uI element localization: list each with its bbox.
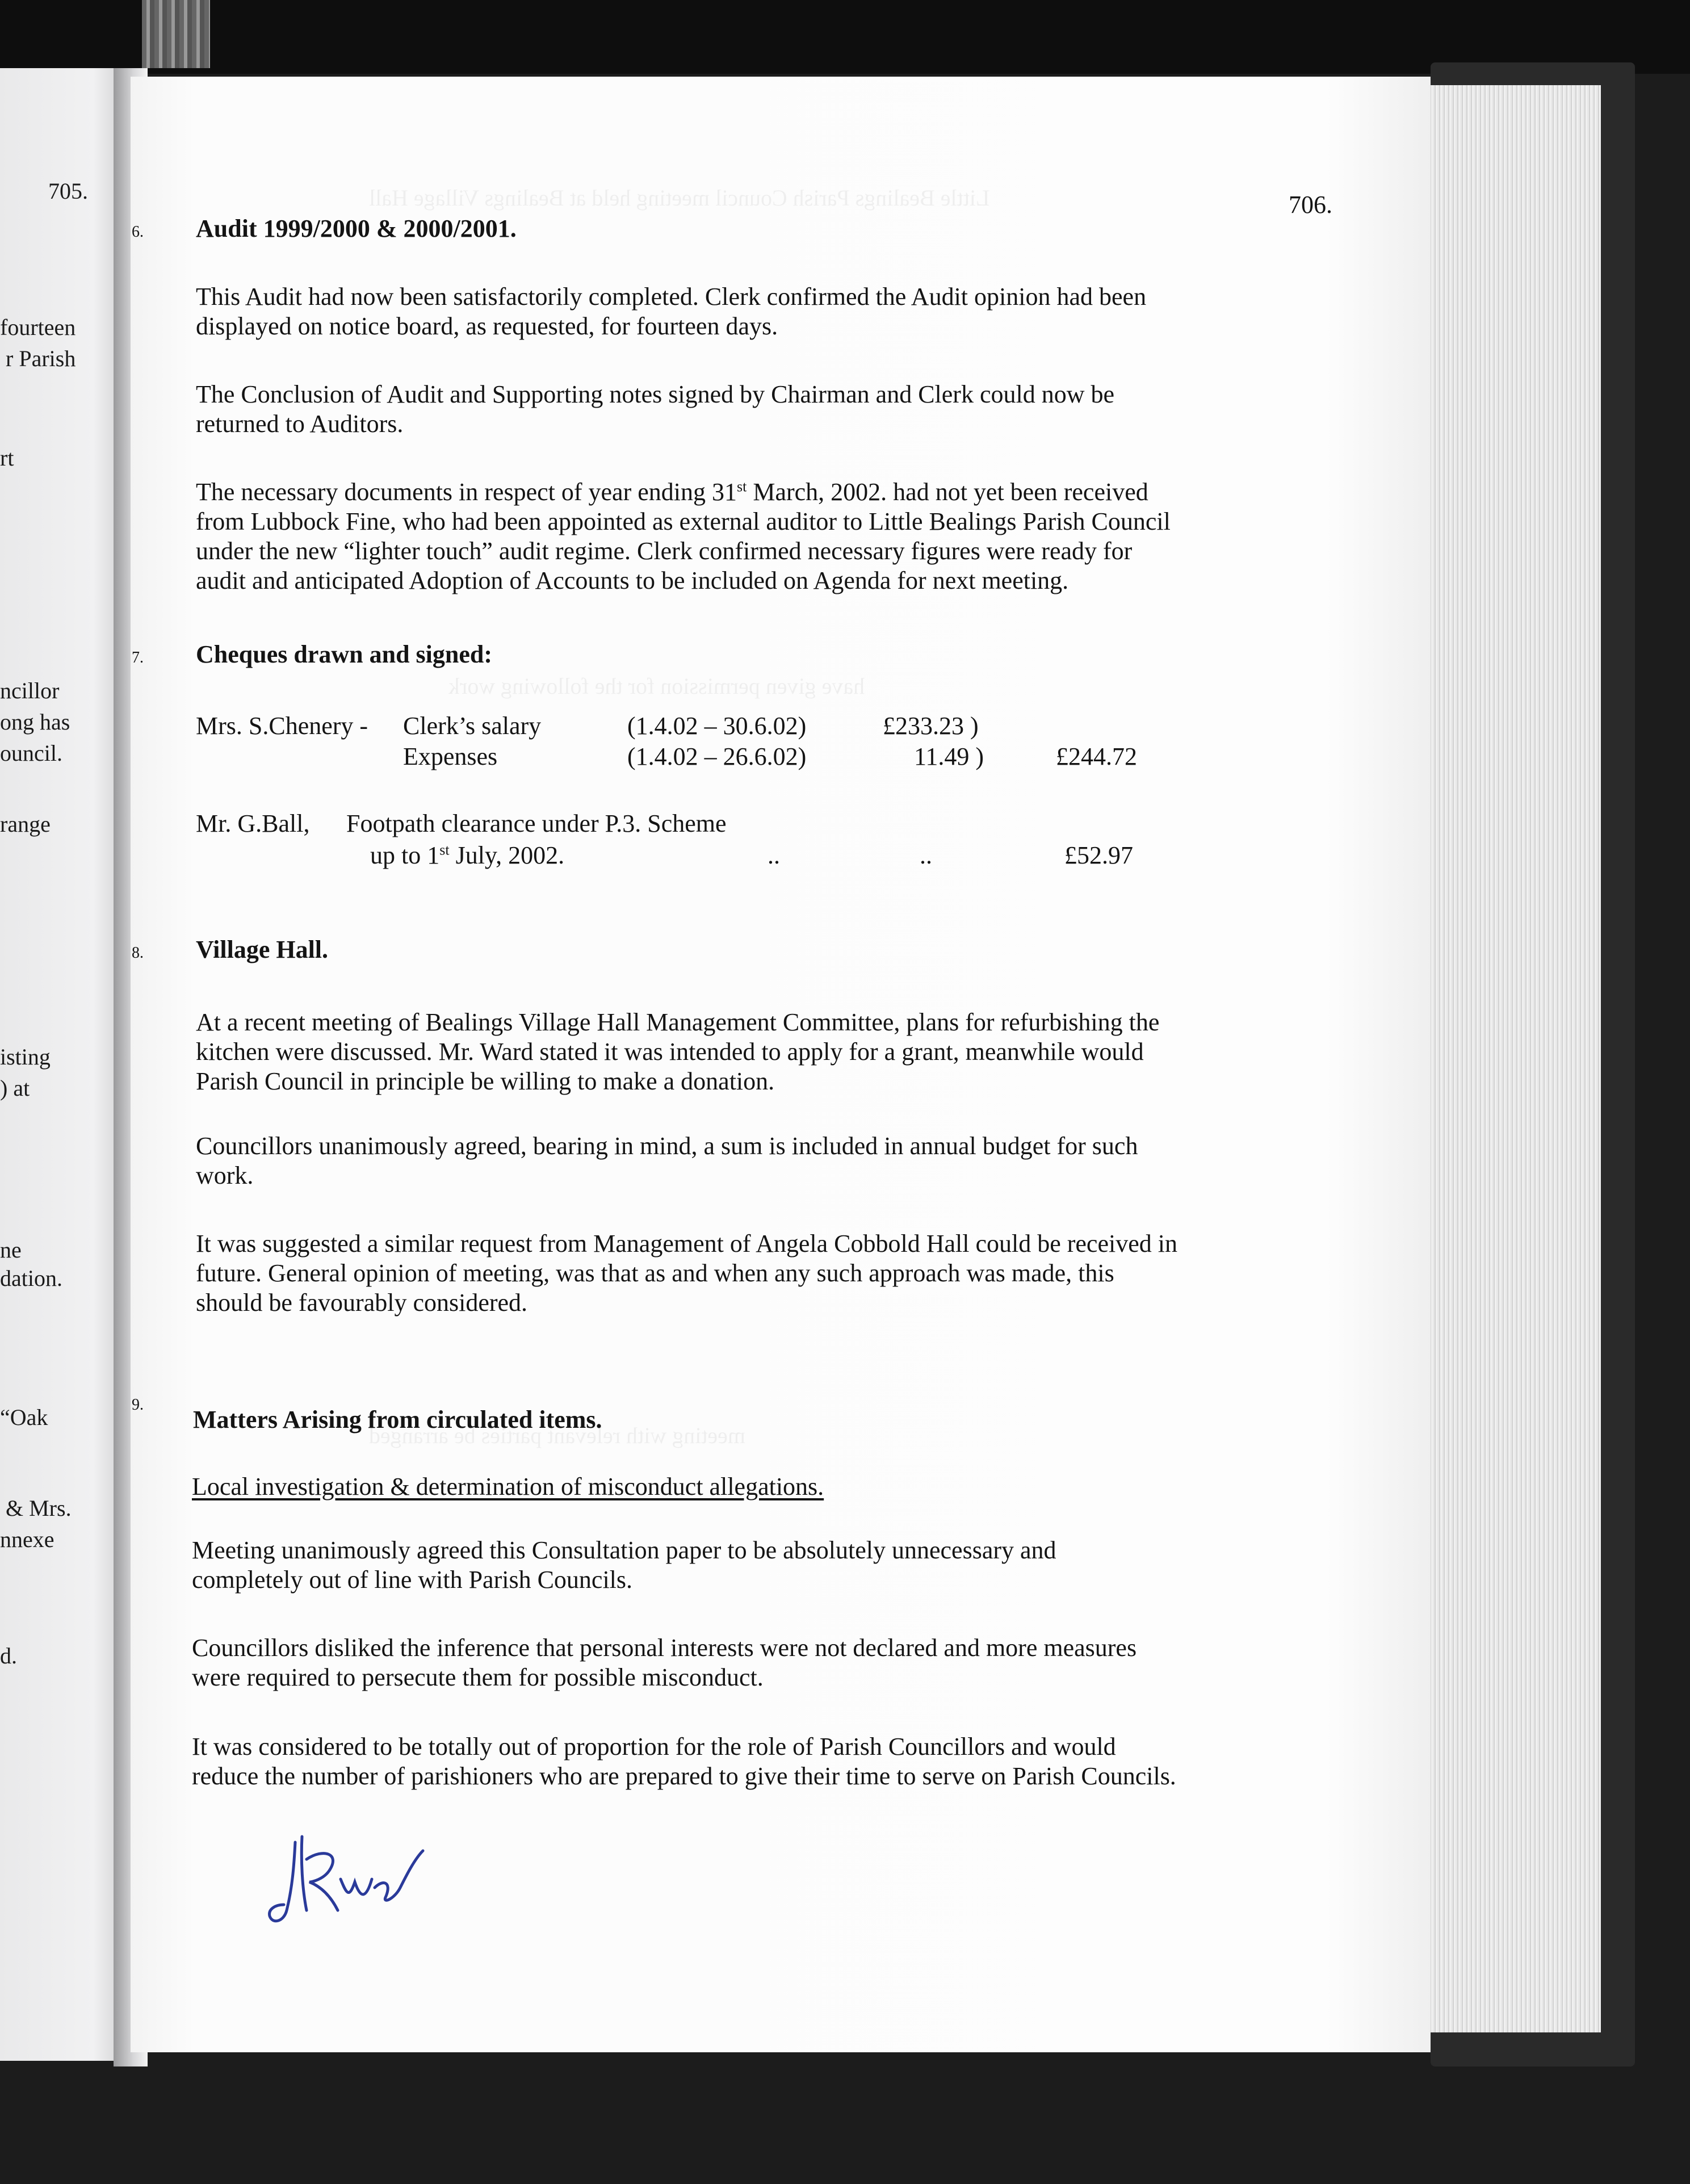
- cheque-amount: 11.49 ): [914, 743, 984, 770]
- left-page-number: 705.: [48, 178, 88, 204]
- cheque-total: £244.72: [1056, 743, 1137, 770]
- left-fragment: ouncil.: [0, 740, 62, 766]
- cheque-item: Footpath clearance under P.3. Scheme: [346, 810, 727, 837]
- paragraph-line: future. General opinion of meeting, was that as and when any such approach was made, this: [196, 1259, 1114, 1287]
- cheque-item: Clerk’s salary: [403, 712, 542, 740]
- paragraph-line: Councillors unanimously agreed, bearing in mind, a sum is included in annual budget for such: [196, 1132, 1138, 1160]
- cheque-item: Expenses: [403, 743, 498, 770]
- left-fragment: isting: [0, 1044, 51, 1070]
- paragraph-line: It was considered to be totally out of proportion for the role of Parish Councillors and would: [192, 1733, 1116, 1760]
- left-fragment: rt: [0, 445, 14, 471]
- section-number: 7.: [132, 649, 144, 666]
- section-number: 9.: [132, 1396, 144, 1414]
- left-fragment: ong has: [0, 709, 70, 735]
- section-heading: Audit 1999/2000 & 2000/2001.: [196, 215, 517, 242]
- section-number: 6.: [132, 223, 144, 241]
- paragraph-line: kitchen were discussed. Mr. Ward stated it was intended to apply for a grant, meanwhile would: [196, 1038, 1144, 1066]
- paragraph-line: reduce the number of parishioners who are prepared to give their time to serve on Parish Councils.: [192, 1762, 1176, 1790]
- paragraph-line: were required to persecute them for possible misconduct.: [192, 1663, 764, 1691]
- superscript: st: [736, 478, 747, 495]
- paragraph-line: It was suggested a similar request from Management of Angela Cobbold Hall could be received in: [196, 1230, 1177, 1257]
- left-fragment: d.: [0, 1643, 17, 1669]
- page-stack-edges: [1419, 85, 1601, 2032]
- cheque-period: (1.4.02 – 30.6.02): [627, 712, 807, 740]
- left-fragment: range: [0, 811, 51, 837]
- section-heading: Village Hall.: [196, 936, 329, 963]
- text-run: July, 2002.: [449, 841, 565, 869]
- paragraph-line: The Conclusion of Audit and Supporting notes signed by Chairman and Clerk could now be: [196, 380, 1115, 408]
- paragraph-line: Meeting unanimously agreed this Consultation paper to be absolutely unnecessary and: [192, 1536, 1056, 1564]
- document-page: [131, 77, 1431, 2052]
- cheque-period: (1.4.02 – 26.6.02): [627, 743, 807, 770]
- paragraph-line: should be favourably considered.: [196, 1289, 528, 1317]
- left-fragment: “Oak: [0, 1405, 48, 1430]
- page-number: 706.: [1289, 191, 1332, 219]
- section-heading: Cheques drawn and signed:: [196, 640, 493, 668]
- leader-dots: ..: [768, 841, 780, 869]
- section-subheading: Local investigation & determination of misconduct allegations.: [192, 1473, 824, 1500]
- paragraph-line: under the new “lighter touch” audit regime. Clerk confirmed necessary figures were ready for: [196, 537, 1133, 565]
- leader-dots: ..: [920, 841, 932, 869]
- paragraph-line: work.: [196, 1162, 254, 1189]
- paragraph-line: displayed on notice board, as requested, for fourteen days.: [196, 312, 778, 340]
- left-fragment: nnexe: [0, 1527, 54, 1552]
- section-number: 8.: [132, 944, 144, 962]
- paragraph-line: audit and anticipated Adoption of Accounts to be included on Agenda for next meeting.: [196, 567, 1069, 594]
- cheque-total: £52.97: [1064, 841, 1133, 869]
- left-fragment: fourteen: [0, 315, 76, 340]
- left-fragment: dation.: [0, 1265, 62, 1291]
- text-run: up to 1: [370, 841, 440, 869]
- paragraph-line: Councillors disliked the inference that personal interests were not declared and more measures: [192, 1634, 1137, 1662]
- left-fragment: r Parish: [6, 346, 76, 371]
- paragraph-line: completely out of line with Parish Councils.: [192, 1566, 633, 1594]
- paragraph-line: [196, 477, 1148, 507]
- bleed-through-text: meeting with relevant parties be arranged: [369, 1423, 746, 1448]
- left-fragment: ) at: [0, 1075, 30, 1101]
- text-run: The necessary documents in respect of year ending 31: [196, 478, 737, 506]
- section-heading: Matters Arising from circulated items.: [193, 1406, 602, 1433]
- cheque-payee: Mrs. S.Chenery -: [196, 712, 368, 740]
- paragraph-line: returned to Auditors.: [196, 410, 404, 438]
- text-run: March, 2002. had not yet been received: [747, 478, 1148, 506]
- cheque-amount: £233.23 ): [883, 712, 979, 740]
- paragraph-line: Parish Council in principle be willing to make a donation.: [196, 1067, 775, 1095]
- paragraph-line: At a recent meeting of Bealings Village Hall Management Committee, plans for refurbishing the: [196, 1008, 1160, 1036]
- bleed-through-text: have given permission for the following work: [448, 673, 865, 699]
- superscript: st: [439, 841, 450, 858]
- bleed-through-text: Little Bealings Parish Council meeting held at Bealings Village Hall: [369, 185, 990, 211]
- cheque-item-detail: [370, 841, 564, 870]
- left-fragment: ne: [0, 1237, 22, 1263]
- left-fragment: ncillor: [0, 678, 60, 703]
- paragraph-line: This Audit had now been satisfactorily completed. Clerk confirmed the Audit opinion had been: [196, 283, 1147, 311]
- left-fragment: & Mrs.: [6, 1495, 72, 1521]
- binding-cloth: [142, 0, 210, 68]
- paragraph-line: from Lubbock Fine, who had been appointed as external auditor to Little Bealings Parish Council: [196, 508, 1171, 535]
- handwritten-signature: [261, 1825, 431, 1933]
- cheque-payee: Mr. G.Ball,: [196, 810, 310, 837]
